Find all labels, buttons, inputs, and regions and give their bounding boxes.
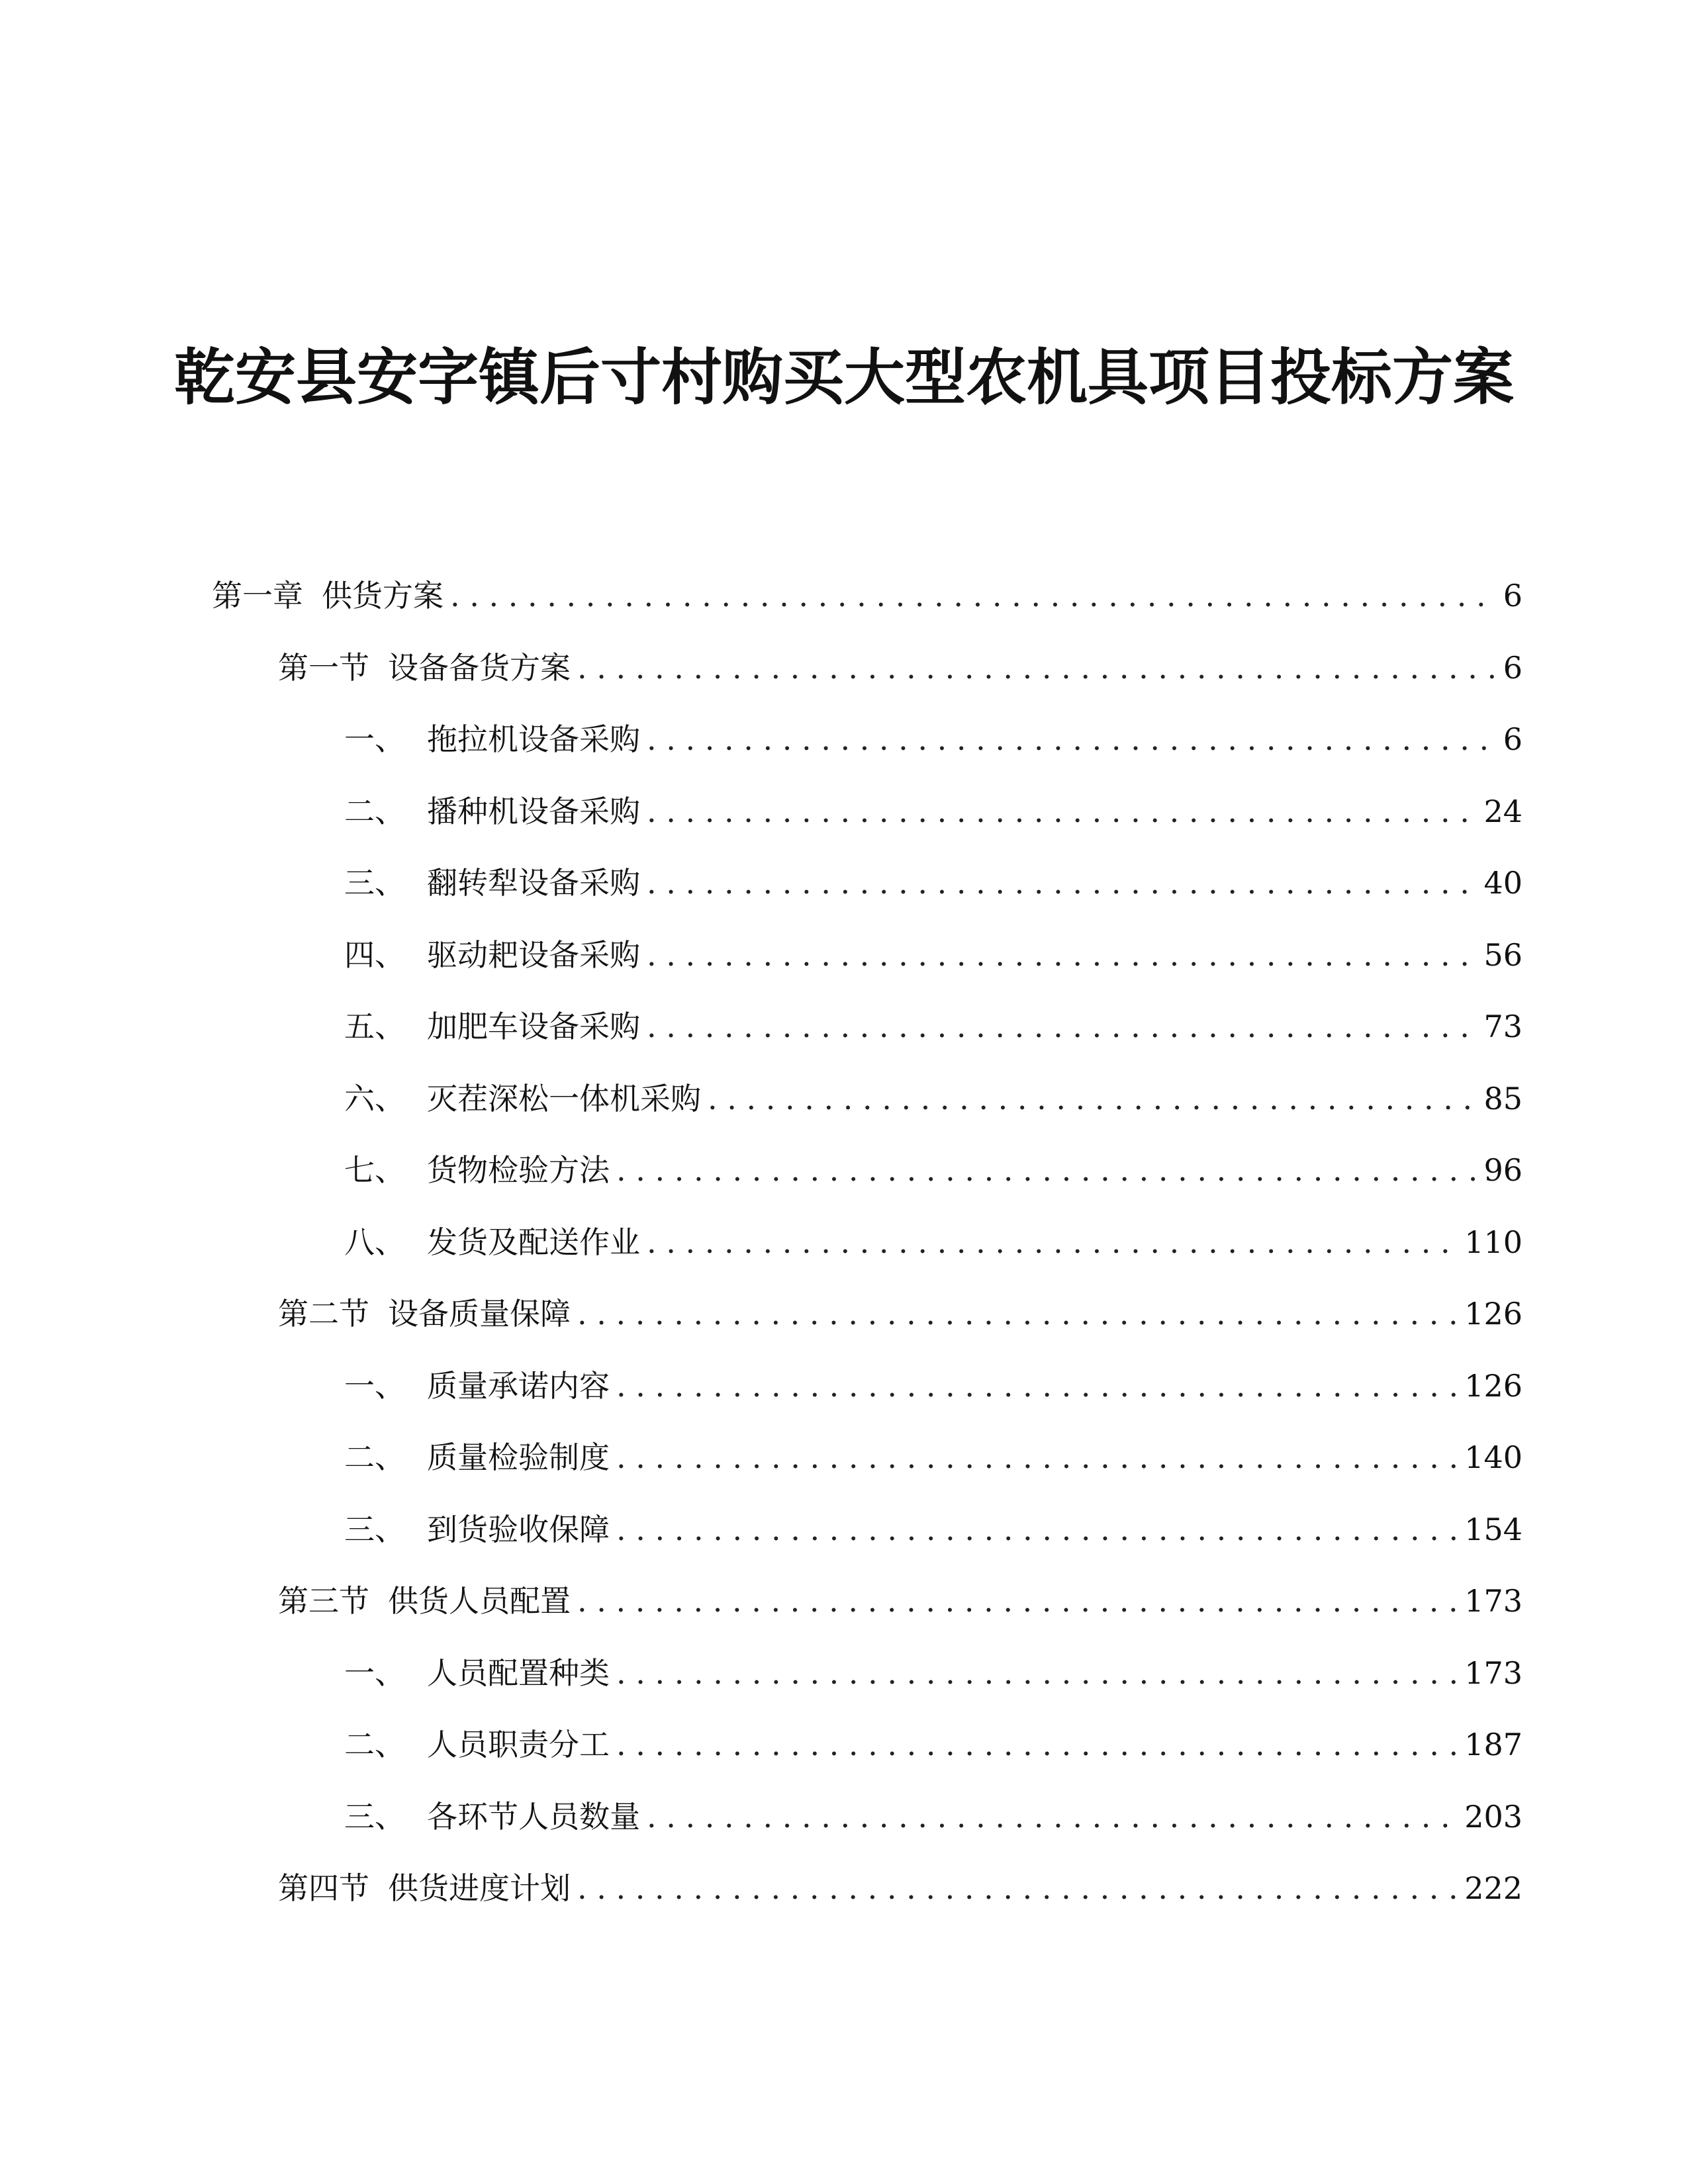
toc-entry-title: 设备质量保障 xyxy=(388,1296,571,1332)
toc-entry-page-number: 140 xyxy=(1464,1439,1523,1475)
toc-entry-title: 拖拉机设备采购 xyxy=(427,721,640,757)
toc-dot-leader xyxy=(616,1718,1458,1771)
toc-entry-page-number: 187 xyxy=(1464,1727,1523,1762)
toc-entry[interactable] xyxy=(344,713,1523,766)
toc-entry-title: 人员职责分工 xyxy=(427,1727,610,1762)
toc-entry-number: 一、 xyxy=(344,721,405,757)
toc-dot-leader xyxy=(616,1359,1458,1412)
toc-entry[interactable] xyxy=(344,1431,1523,1484)
toc-entry-page-number: 73 xyxy=(1483,1009,1523,1044)
toc-entry-number: 五、 xyxy=(344,1009,405,1044)
toc-entry-title: 人员配置种类 xyxy=(427,1655,610,1691)
toc-entry-page-number: 203 xyxy=(1464,1798,1523,1835)
toc-entry-title: 供货方案 xyxy=(322,578,444,614)
toc-entry[interactable] xyxy=(278,1862,1523,1915)
toc-entry-number: 第一章 xyxy=(212,578,303,614)
toc-entry-number: 七、 xyxy=(344,1152,405,1188)
toc-entry-title: 驱动耙设备采购 xyxy=(427,936,640,973)
toc-dot-leader xyxy=(647,929,1477,981)
toc-entry-page-number: 126 xyxy=(1464,1367,1523,1404)
toc-entry-number: 第四节 xyxy=(278,1870,369,1906)
toc-entry-page-number: 6 xyxy=(1503,721,1523,757)
toc-entry-page-number: 222 xyxy=(1464,1870,1523,1906)
toc-entry[interactable] xyxy=(344,1072,1523,1125)
toc-entry-page-number: 110 xyxy=(1464,1224,1523,1260)
toc-entry-title: 灭茬深松一体机采购 xyxy=(427,1080,701,1116)
toc-entry-page-number: 173 xyxy=(1464,1583,1523,1619)
toc-entry-title: 播种机设备采购 xyxy=(427,793,640,829)
toc-entry-title: 设备备货方案 xyxy=(388,649,571,686)
toc-entry[interactable] xyxy=(344,785,1523,838)
toc-entry-number: 三、 xyxy=(344,865,405,901)
toc-dot-leader xyxy=(647,856,1477,909)
toc-entry-page-number: 126 xyxy=(1464,1296,1523,1332)
toc-dot-leader xyxy=(708,1072,1477,1125)
toc-entry-title: 质量检验制度 xyxy=(427,1439,610,1475)
toc-entry-title: 发货及配送作业 xyxy=(427,1224,640,1260)
toc-entry-title: 加肥车设备采购 xyxy=(427,1009,640,1044)
toc-entry[interactable] xyxy=(344,1216,1523,1269)
toc-entry-page-number: 56 xyxy=(1483,936,1523,973)
toc-dot-leader xyxy=(577,1287,1458,1340)
toc-entry[interactable] xyxy=(278,1287,1523,1340)
toc-dot-leader xyxy=(450,569,1497,622)
toc-entry-number: 一、 xyxy=(344,1655,405,1691)
toc-dot-leader xyxy=(616,1144,1477,1197)
toc-dot-leader xyxy=(577,1862,1458,1915)
toc-entry-title: 供货进度计划 xyxy=(388,1870,571,1906)
toc-entry[interactable] xyxy=(344,1647,1523,1700)
toc-entry[interactable] xyxy=(212,569,1523,622)
toc-entry-number: 二、 xyxy=(344,793,405,829)
toc-entry-number: 六、 xyxy=(344,1080,405,1116)
toc-dot-leader xyxy=(647,1790,1458,1843)
toc-entry-title: 到货验收保障 xyxy=(427,1511,610,1547)
toc-entry-page-number: 96 xyxy=(1483,1152,1523,1188)
document-title: 乾安县安字镇后寸村购买大型农机具项目投标方案 xyxy=(173,341,1514,413)
toc-entry-number: 三、 xyxy=(344,1798,405,1835)
toc-entry[interactable] xyxy=(344,856,1523,909)
toc-entry[interactable] xyxy=(344,1718,1523,1771)
toc-entry-page-number: 154 xyxy=(1464,1511,1523,1547)
toc-entry-title: 各环节人员数量 xyxy=(427,1798,640,1835)
toc-entry[interactable] xyxy=(344,1503,1523,1556)
toc-entry[interactable] xyxy=(344,1790,1523,1843)
toc-entry-page-number: 24 xyxy=(1483,793,1523,829)
toc-dot-leader xyxy=(647,1000,1477,1053)
toc-entry[interactable] xyxy=(278,1574,1523,1627)
toc-entry-title: 翻转犁设备采购 xyxy=(427,865,640,901)
toc-entry-number: 二、 xyxy=(344,1727,405,1762)
toc-dot-leader xyxy=(616,1431,1458,1484)
toc-entry[interactable] xyxy=(278,641,1523,694)
toc-dot-leader xyxy=(616,1503,1458,1556)
toc-entry-title: 货物检验方法 xyxy=(427,1152,610,1188)
toc-entry-page-number: 6 xyxy=(1503,649,1523,686)
toc-entry[interactable] xyxy=(344,1144,1523,1197)
toc-entry-number: 四、 xyxy=(344,936,405,973)
toc-entry-number: 三、 xyxy=(344,1511,405,1547)
toc-entry-page-number: 173 xyxy=(1464,1655,1523,1691)
toc-entry-page-number: 6 xyxy=(1503,578,1523,614)
toc-entry-number: 二、 xyxy=(344,1439,405,1475)
toc-entry[interactable] xyxy=(344,1359,1523,1412)
toc-entry-page-number: 40 xyxy=(1483,865,1523,901)
toc-entry-title: 质量承诺内容 xyxy=(427,1367,610,1404)
toc-entry-number: 八、 xyxy=(344,1224,405,1260)
toc-entry-page-number: 85 xyxy=(1483,1080,1523,1116)
toc-entry[interactable] xyxy=(344,1000,1523,1053)
toc-dot-leader xyxy=(577,1574,1458,1627)
toc-dot-leader xyxy=(616,1647,1458,1700)
toc-entry-number: 第二节 xyxy=(278,1296,369,1332)
toc-entry-title: 供货人员配置 xyxy=(388,1583,571,1619)
toc-dot-leader xyxy=(647,785,1477,838)
toc-entry-number: 一、 xyxy=(344,1367,405,1404)
toc-entry[interactable] xyxy=(344,929,1523,981)
toc-dot-leader xyxy=(577,641,1497,694)
toc-dot-leader xyxy=(647,713,1497,766)
toc-entry-number: 第三节 xyxy=(278,1583,369,1619)
toc-dot-leader xyxy=(647,1216,1458,1269)
toc-entry-number: 第一节 xyxy=(278,649,369,686)
